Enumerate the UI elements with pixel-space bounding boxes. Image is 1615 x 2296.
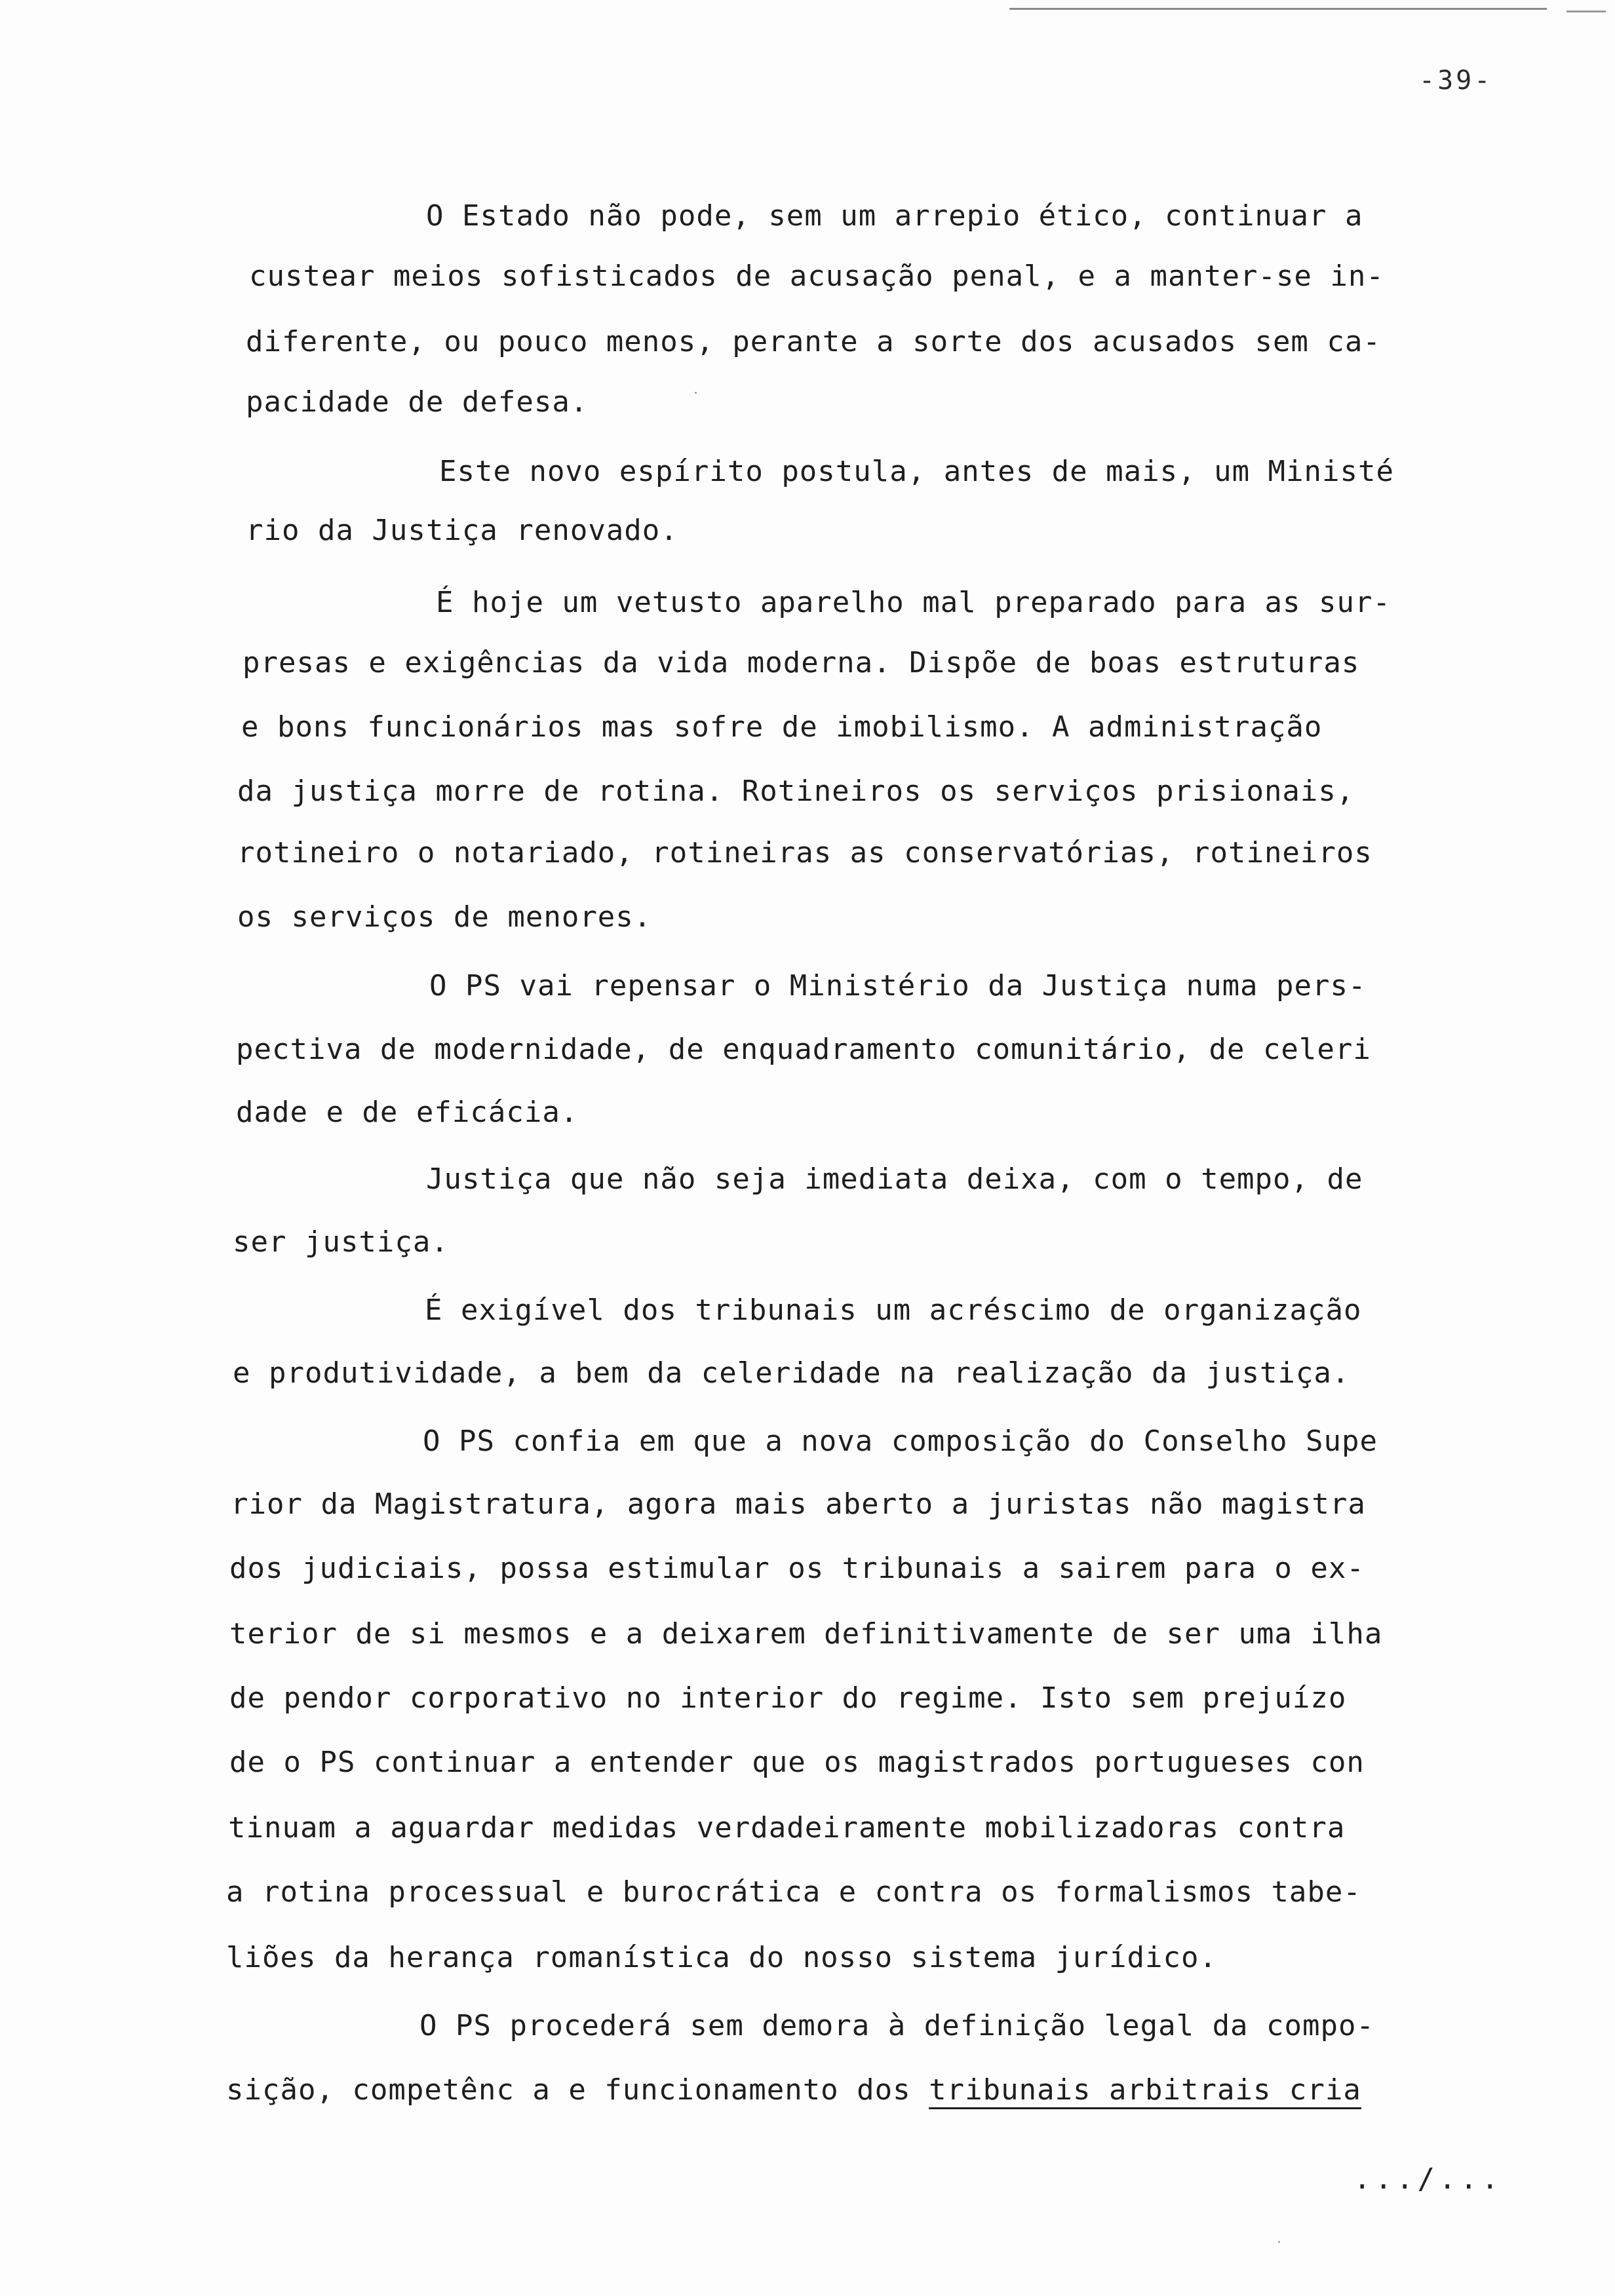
text-line: dos judiciais, possa estimular os tribunais a sairem para o ex- (229, 1552, 1365, 1585)
text-line: É exigível dos tribunais um acréscimo de organização (425, 1293, 1362, 1327)
text-line: da justiça morre de rotina. Rotineiros os serviços prisionais, (237, 775, 1355, 808)
text-line: e produtividade, a bem da celeridade na realização da justiça. (233, 1356, 1350, 1390)
text-line: Justiça que não seja imediata deixa, com o tempo, de (426, 1162, 1363, 1196)
text-line: O PS confia em que a nova composição do Conselho Supe (423, 1425, 1378, 1458)
text-line: O PS procederá sem demora à definição legal da compo- (419, 2009, 1374, 2042)
text-line: pectiva de modernidade, de enquadramento comunitário, de celeri (236, 1033, 1371, 1066)
text-line: e bons funcionários mas sofre de imobilismo. A administração (241, 710, 1323, 744)
text-line: O Estado não pode, sem um arrepio ético, continuar a (426, 199, 1363, 233)
text-line: diferente, ou pouco menos, perante a sorte dos acusados sem ca- (246, 325, 1381, 358)
text-line: terior de si mesmos e a deixarem definitivamente de ser uma ilha (229, 1617, 1383, 1651)
page-number: -39- (1419, 66, 1493, 96)
top-border-line (1009, 8, 1547, 10)
text-line: rio da Justiça renovado. (246, 514, 678, 547)
continuation-mark: .../... (1353, 2162, 1503, 2196)
text-line: tinuam a aguardar medidas verdadeiramente mobilizadoras contra (228, 1811, 1346, 1845)
text-line: custear meios sofisticados de acusação penal, e a manter-se in- (249, 259, 1384, 293)
text-line: O PS vai repensar o Ministério da Justiça numa pers- (429, 969, 1367, 1003)
text-line-plain: sição, competênc a e funcionamento dos (226, 2073, 929, 2107)
text-line-content: Este novo espírito postula, antes de mais, um Ministé (439, 455, 1394, 488)
text-line: de pendor corporativo no interior do regime. Isto sem prejuízo (229, 1681, 1347, 1715)
text-line: os serviços de menores. (237, 900, 652, 934)
text-line: rior da Magistratura, agora mais aberto a juristas não magistra (231, 1487, 1366, 1521)
text-line: ser justiça. (233, 1225, 449, 1259)
scan-speck (1278, 2241, 1280, 2243)
text-line: rotineiro o notariado, rotineiras as conservatórias, rotineiros (237, 836, 1372, 870)
text-line: de o PS continuar a entender que os magistrados portugueses con (229, 1746, 1365, 1779)
top-border-fragment (1566, 10, 1606, 12)
underlined-phrase: tribunais arbitrais cria (929, 2073, 1361, 2107)
text-line: É hoje um vetusto aparelho mal preparado para as sur- (436, 586, 1391, 619)
text-line (439, 452, 1394, 491)
text-line (226, 2071, 1361, 2110)
text-line: pacidade de defesa. (246, 385, 589, 419)
scan-speck (695, 392, 697, 394)
text-line: a rotina processual e burocrática e contra os formalismos tabe- (226, 1875, 1361, 1909)
text-line: liões da herança romanística do nosso sistema jurídico. (226, 1941, 1217, 1974)
text-line: presas e exigências da vida moderna. Dispõe de boas estruturas (243, 646, 1360, 679)
text-line: dade e de eficácia. (236, 1096, 579, 1129)
